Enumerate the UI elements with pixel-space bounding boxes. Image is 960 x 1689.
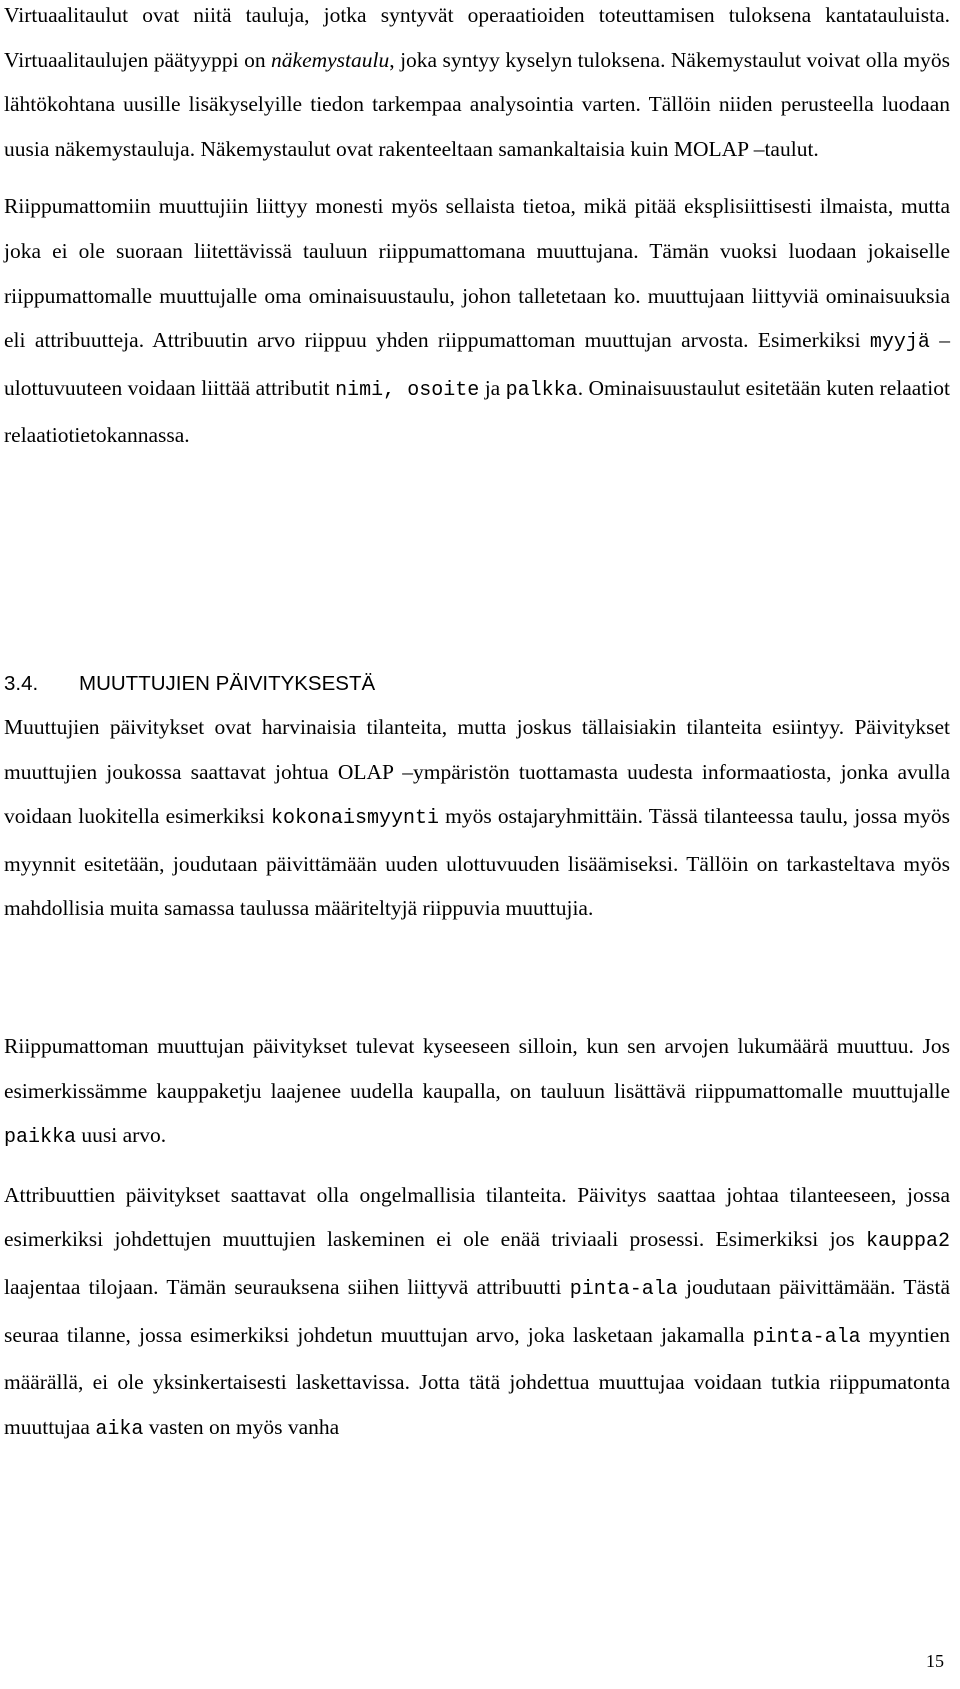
code-term: aika [95,1417,144,1441]
code-term: paikka [4,1126,77,1150]
emphasis-term: näkemystaulu [271,47,390,72]
page-number: 15 [926,1651,944,1671]
section-title: MUUTTUJIEN PÄIVITYKSESTÄ [79,672,376,695]
paragraph-independent-variable-updates [4,1024,950,1161]
text-run: joudutaan päivittämään. Tästä seuraa tilanne, jossa esimerkiksi johdetun muuttujan arvo, joka lasketaan jakamalla [4,1274,950,1347]
code-term: osoite [407,378,480,402]
text-run: Attribuuttien päivitykset saattavat olla ongelmallisia tilanteita. Päivitys saattaa johtaa tilanteeseen, jossa esimerkiksi johdettujen muuttujien laskeminen ei ole enää triviaali prosessi. Esimerkiksi jos [4,1182,950,1252]
paragraph-attribute-tables [4,184,950,458]
lower-paragraphs [4,1012,950,1452]
text-run: myyntien määrällä, ei ole yksinkertaisesti laskettavissa. Jotta tätä johdettua muuttujaa voidaan tutkia riippumatonta muuttujaa [4,1322,950,1439]
text-run: –ulottuvuuteen voidaan liittää attributit [4,328,951,400]
section-heading [4,669,375,699]
code-term: palkka [505,378,578,402]
text-run: . Ominaisuustaulut esitetään kuten relaatiot relaatiotietokannassa. [4,375,950,448]
paragraph-virtual-tables [4,0,950,171]
text-run: ja [479,375,506,400]
text-run: laajentaa tilojaan. Tämän seurauksena siihen liittyvä attribuutti [4,1274,570,1299]
code-term: kokonaismyynti [270,807,439,831]
code-term: pinta-ala [752,1325,861,1349]
text-run: Riippumattomiin muuttujiin liittyy monesti myös sellaista tietoa, mikä pitää eksplisiittisesti ilmaista, mutta joka ei ole suoraan liitettävissä tauluun riippumattomana muuttujana. Tämän vuoksi luodaan jokaiselle riippumattomalle muuttujalle oma ominaisuustaulu, johon talletetaan ko. muuttujaan liittyviä ominaisuuksia eli attribuutteja. Attribuutin arvo riippuu yhden riippumattoman muuttujan arvosta. Esimerkiksi [4,194,950,353]
text-run: uusi arvo. [76,1123,167,1148]
text-run: Muuttujien päivitykset ovat harvinaisia tilanteita, mutta joskus tällaisiakin tilanteita esiintyy. Päivitykset muuttujien joukossa saattavat johtua OLAP –ympäristön tuottamasta uudesta informaatiosta, jonka avulla voidaan luokitella esimerkiksi [4,715,950,829]
text-run: myös ostajaryhmittäin. Tässä tilanteessa taulu, jossa myös myynnit esitetään, joudutaan päivittämään uuden ulottuvuuden lisäämiseksi. Tällöin on tarkasteltava myös mahdollisia muita samassa taulussa määriteltyjä riippuvia muuttujia. [4,804,950,921]
document-page [4,0,951,1441]
text-run: Riippumattoman muuttujan päivitykset tulevat kyseeseen silloin, kun sen arvojen lukumäärä muuttuu. Jos esimerkissämme kauppaketju laajenee uudella kaupalla, on tauluun lisättävä riippumattomalle muuttujalle [4,1034,950,1103]
code-term: myyjä [869,331,930,355]
text-run: Virtuaalitaulut ovat niitä tauluja, jotka syntyvät operaatioiden toteuttamisen tuloksena kantatauluista. Virtuaalitaulujen päätyyppi on [4,3,950,72]
paragraph-variable-updates [4,705,950,931]
text-run: vasten on myös vanha [143,1414,340,1439]
text-run: , joka syntyy kyselyn tuloksena. Näkemystaulut voivat olla myös lähtökohtana uusille lisäkyselyille tiedon tarkempaa analysointia varten. Tällöin niiden perusteella luodaan uusia näkemystauluja. Näkemystaulut ovat rakenteeltaan samankaltaisia kuin MOLAP –taulut. [4,47,950,161]
code-term: pinta-ala [569,1277,678,1301]
code-term: kauppa2 [865,1230,950,1254]
paragraph-attribute-updates [4,1173,950,1453]
code-separator: , [383,378,408,402]
section-number: 3.4. [4,672,39,695]
code-term: nimi [335,378,384,402]
